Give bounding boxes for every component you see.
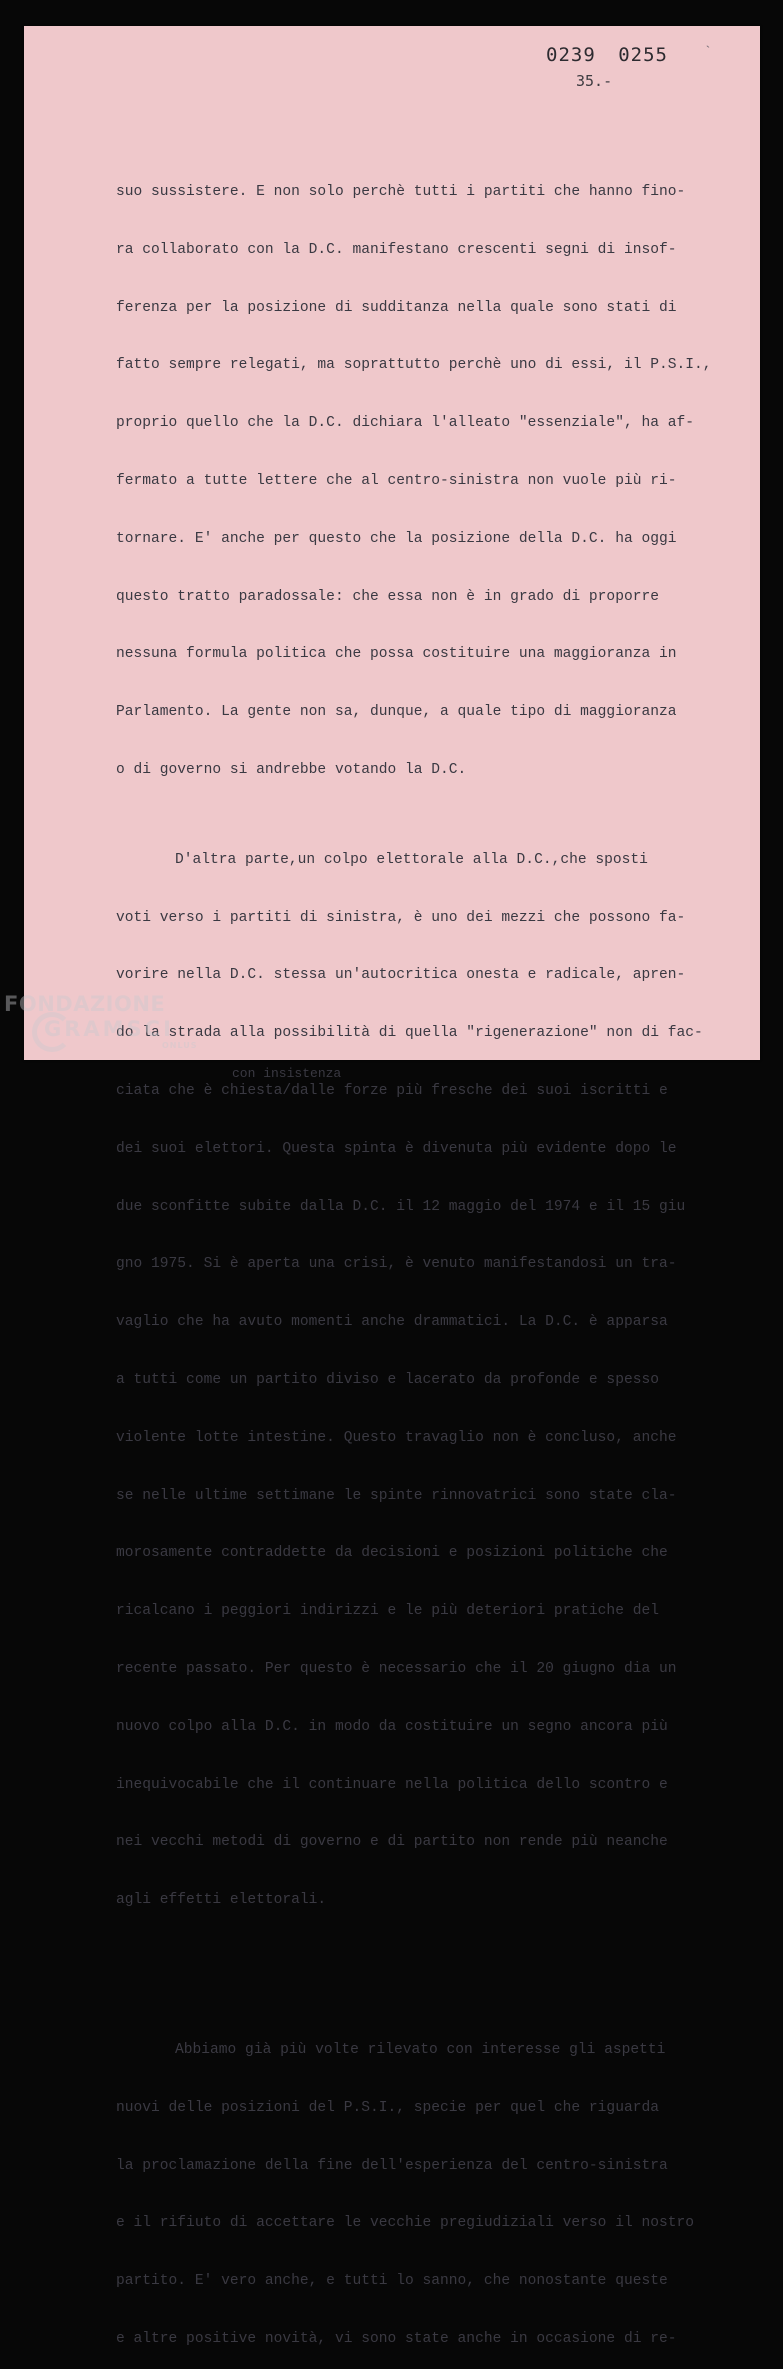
interlinear-insertion: con insistenza bbox=[232, 1065, 342, 1081]
text-line: suo sussistere. E non solo perchè tutti i partiti che hanno fino- bbox=[116, 184, 686, 200]
text-line: nei vecchi metodi di governo e di partito non rende più neanche bbox=[116, 1834, 668, 1851]
text-line: nuovo colpo alla D.C. in modo da costituire un segno ancora più bbox=[116, 1718, 668, 1735]
watermark-line-3: ONLUS bbox=[162, 1041, 198, 1050]
pencil-mark: ` bbox=[704, 44, 712, 59]
text-line: due sconfitte subite dalla D.C. il 12 maggio del 1974 e il 15 giu bbox=[116, 1198, 686, 1215]
text-line: nuovi delle posizioni del P.S.I., specie per quel che riguarda bbox=[116, 2099, 659, 2116]
text-line: proprio quello che la D.C. dichiara l'alleato "essenziale", ha af- bbox=[116, 415, 695, 432]
text-line: do la strada alla possibilità di quella "rigenerazione" non di fac- bbox=[116, 1025, 703, 1042]
paragraph-gap bbox=[116, 1962, 736, 1974]
text-line: Parlamento. La gente non sa, dunque, a quale tipo di maggioranza bbox=[116, 704, 677, 721]
archive-stamp-number: 0239 0255 bbox=[546, 44, 668, 66]
watermark-line-1: FONDAZIONE bbox=[4, 992, 166, 1016]
text-line: e altre positive novità, vi sono state anche in occasione di re- bbox=[116, 2330, 677, 2347]
text-line: nessuna formula politica che possa costituire una maggioranza in bbox=[116, 646, 677, 663]
text-line: recente passato. Per questo è necessario che il 20 giugno dia un bbox=[116, 1660, 677, 1677]
text-line: voti verso i partiti di sinistra, è uno dei mezzi che possono fa- bbox=[116, 909, 686, 926]
text-line: inequivocabile che il continuare nella politica dello scontro e bbox=[116, 1776, 668, 1793]
text-line: la proclamazione della fine dell'esperienza del centro-sinistra bbox=[116, 2157, 668, 2174]
text-line: ra collaborato con la D.C. manifestano crescenti segni di insof- bbox=[116, 241, 677, 258]
page-number: 35.- bbox=[576, 72, 613, 90]
text-line: vaglio che ha avuto momenti anche drammatici. La D.C. è apparsa bbox=[116, 1314, 668, 1331]
text-line: violente lotte intestine. Questo travaglio non è concluso, anche bbox=[116, 1429, 677, 1446]
text-line: Abbiamo già più volte rilevato con interesse gli aspetti bbox=[175, 2041, 666, 2058]
text-line: dei suoi elettori. Questa spinta è divenuta più evidente dopo le bbox=[116, 1140, 677, 1157]
text-line: gno 1975. Si è aperta una crisi, è venuto manifestandosi un tra- bbox=[116, 1256, 677, 1273]
text-line: vorire nella D.C. stessa un'autocritica onesta e radicale, apren- bbox=[116, 967, 686, 984]
text-line: fermato a tutte lettere che al centro-sinistra non vuole più ri- bbox=[116, 472, 677, 489]
text-line: ricalcano i peggiori indirizzi e le più deteriori pratiche del bbox=[116, 1603, 659, 1620]
fondazione-gramsci-watermark bbox=[4, 994, 198, 1050]
text-line-with-insertion bbox=[116, 1065, 736, 1105]
text-line: e il rifiuto di accettare le vecchie pregiudiziali verso il nostro bbox=[116, 2215, 695, 2232]
text-line: partito. E' vero anche, e tutti lo sanno, che nonostante queste bbox=[116, 2273, 668, 2290]
text-line: morosamente contraddette da decisioni e posizioni politiche che bbox=[116, 1545, 668, 1562]
text-line: o di governo si andrebbe votando la D.C. bbox=[116, 761, 467, 778]
text-line: questo tratto paradossale: che essa non è in grado di proporre bbox=[116, 588, 659, 605]
text-line: agli effetti elettorali. bbox=[116, 1892, 327, 1909]
text-line: ferenza per la posizione di sudditanza nella quale sono stati di bbox=[116, 299, 677, 316]
text-line: se nelle ultime settimane le spinte rinnovatrici sono state cla- bbox=[116, 1487, 677, 1504]
text-line: a tutti come un partito diviso e lacerato da profonde e spesso bbox=[116, 1371, 659, 1388]
gramsci-logo-icon bbox=[32, 1012, 72, 1052]
watermark-line-2: GRAMSCI bbox=[44, 1017, 174, 1041]
typewritten-body bbox=[116, 132, 736, 2369]
text-line: D'altra parte,un colpo elettorale alla D.C.,che sposti bbox=[175, 851, 648, 868]
text-line: fatto sempre relegati, ma soprattutto perchè uno di essi, il P.S.I., bbox=[116, 357, 712, 374]
text-line: tornare. E' anche per questo che la posizione della D.C. ha oggi bbox=[116, 530, 677, 547]
text-line-content: ciata che è chiesta/dalle forze più fresche dei suoi iscritti e bbox=[116, 1082, 668, 1099]
